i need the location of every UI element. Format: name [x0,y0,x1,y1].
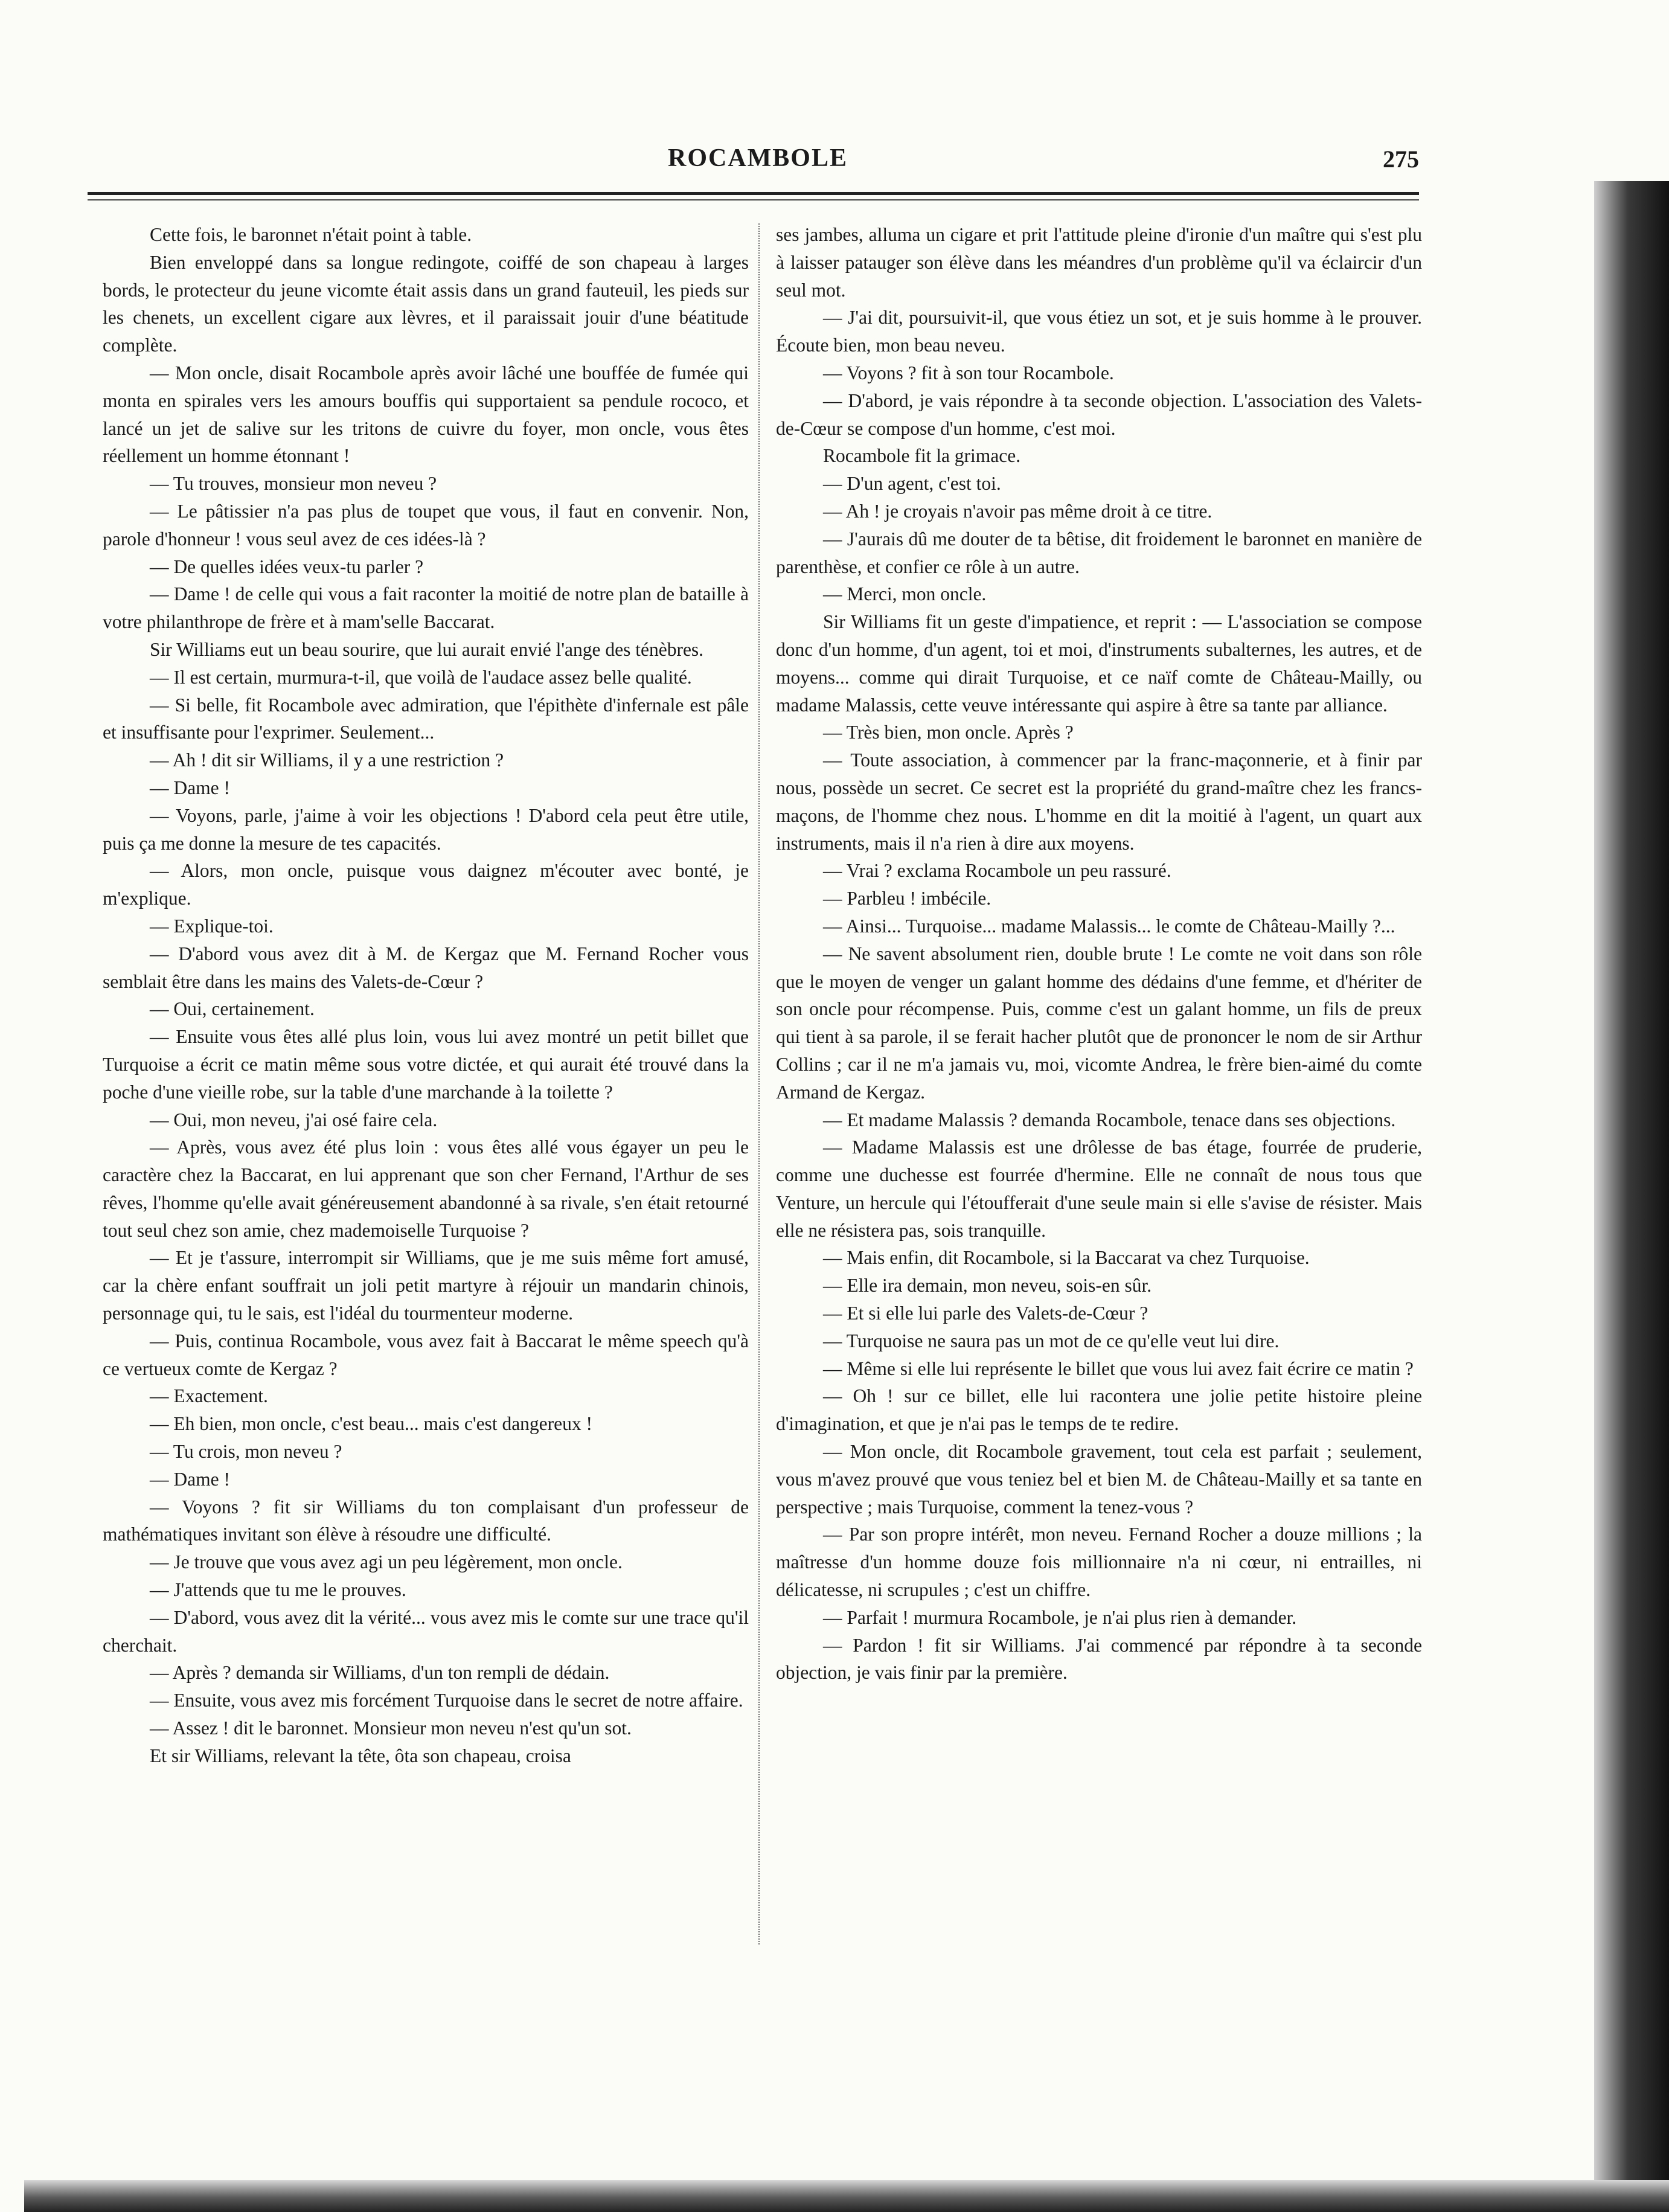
paragraph: — Ainsi... Turquoise... madame Malassis... le comte de Château-Mailly ?... [823,915,1395,937]
paragraph: ses jambes, alluma un cigare et prit l'attitude pleine d'ironie d'un maître qui s'est plu à laisser patauger son élève dans les méandres d'un problème qu'il va éclaircir d'un seul mot. [776,224,1422,301]
paragraph: Sir Williams eut un beau sourire, que lui aurait envié l'ange des ténèbres. [150,638,704,660]
paragraph: — Par son propre intérêt, mon neveu. Fernand Rocher a douze millions ; la maîtresse d'un homme douze fois millionnaire n'a ni cœur, ni entrailles, ni délicatesse, ni scrupules ; c'est un chiffre. [776,1524,1422,1601]
paragraph: — Tu crois, mon neveu ? [150,1441,342,1463]
paragraph: — Après ? demanda sir Williams, d'un ton rempli de dédain. [150,1662,610,1684]
running-title: ROCAMBOLE [667,144,848,172]
paragraph: — Je trouve que vous avez agi un peu légèrement, mon oncle. [150,1551,623,1573]
header-rule [88,192,1419,195]
paragraph: — Oh ! sur ce billet, elle lui racontera une jolie petite histoire pleine d'imagination, et que je n'ai pas le temps de te redire. [776,1385,1422,1435]
paragraph: Et sir Williams, relevant la tête, ôta son chapeau, croisa [150,1745,571,1766]
paragraph: — Mon oncle, disait Rocambole après avoir lâché une bouffée de fumée qui monta en spirales vers les amours bouffis qui supportaient sa pendule rococo, et lancé un jet de salive sur les tritons de cuivre du foyer, mon oncle, vous êtes réellement un homme étonnant ! [103,362,749,467]
paragraph: — J'aurais dû me douter de ta bêtise, dit froidement le baronnet en manière de parenthèse, et confier ce rôle à un autre. [776,528,1422,577]
paragraph: — Assez ! dit le baronnet. Monsieur mon neveu n'est qu'un sot. [150,1717,632,1739]
paragraph: — D'abord, je vais répondre à ta seconde objection. L'association des Valets-de-Cœur se compose d'un homme, c'est moi. [776,390,1422,439]
paragraph: — Ne savent absolument rien, double brute ! Le comte ne voit dans son rôle que le moyen de venger un galant homme des dédains d'une femme, et d'hériter de son oncle pour récompense. Puis, comme c'est un galant homme, un fils de preux qui tient à sa parole, il se ferait hacher plutôt que de prononcer le nom de sir Arthur Collins ; car il ne m'a jamais vu, moi, vicomte Andrea, le frère bien-aimé du comte Armand de Kergaz. [776,943,1422,1103]
paragraph: — Merci, mon oncle. [823,583,987,605]
paragraph: — Voyons, parle, j'aime à voir les objections ! D'abord cela peut être utile, puis ça me donne la mesure de tes capacités. [103,804,749,854]
paragraph: — Dame ! [150,777,230,798]
paragraph: — Madame Malassis est une drôlesse de bas étage, fourrée de pruderie, comme une duchesse est fourrée d'hermine. Elle ne connaît de nous tous que Venture, un hercule qui l'étoufferait d'une seule main si elle s'avise de résister. Mais elle ne résistera pas, sois tranquille. [776,1136,1422,1241]
paragraph: — Ah ! dit sir Williams, il y a une restriction ? [150,749,504,771]
paragraph: — Exactement. [150,1385,268,1407]
paragraph: — Parbleu ! imbécile. [823,888,991,909]
paragraph: — Explique-toi. [150,915,274,937]
paragraph: — Ah ! je croyais n'avoir pas même droit à ce titre. [823,500,1213,522]
paragraph: — Et je t'assure, interrompit sir Williams, que je me suis même fort amusé, car la chère enfant souffrait un joli petit martyre à réjouir un mandarin chinois, personnage qui, tu le sais, est l'idéal du tourmenteur moderne. [103,1247,749,1324]
paragraph: — Oui, mon neveu, j'ai osé faire cela. [150,1109,438,1130]
paragraph: — Turquoise ne saura pas un mot de ce qu'elle veut lui dire. [823,1330,1280,1351]
column-divider [758,223,760,1944]
paragraph: — Tu trouves, monsieur mon neveu ? [150,473,437,495]
page-number: 275 [1383,146,1419,173]
paragraph: — Mais enfin, dit Rocambole, si la Baccarat va chez Turquoise. [823,1247,1310,1269]
paragraph: — Pardon ! fit sir Williams. J'ai commencé par répondre à ta seconde objection, je vais finir par la première. [776,1634,1422,1684]
paragraph: Rocambole fit la grimace. [823,445,1021,467]
left-text-column [103,221,749,1770]
page-header [97,144,1419,186]
paragraph: — Puis, continua Rocambole, vous avez fait à Baccarat le même speech qu'à ce vertueux comte de Kergaz ? [103,1330,749,1379]
paragraph: Cette fois, le baronnet n'était point à table. [150,224,472,245]
paragraph: — De quelles idées veux-tu parler ? [150,556,424,577]
paragraph: — D'abord, vous avez dit la vérité... vous avez mis le comte sur une trace qu'il cherchait. [103,1606,749,1656]
paragraph: — Mon oncle, dit Rocambole gravement, tout cela est parfait ; seulement, vous m'avez prouvé que vous teniez bel et bien M. de Château-Mailly et sa tante en perspective ; mais Turquoise, comment la tenez-vous ? [776,1441,1422,1518]
paragraph: — Toute association, à commencer par la franc-maçonnerie, et à finir par nous, possède un secret. Ce secret est la propriété du grand-maître chez les francs-maçons, de l'homme chez nous. L'homme en dit la moitié à l'agent, un quart aux instruments, mais il n'a rien à dire aux moyens. [776,749,1422,854]
paragraph: — Dame ! de celle qui vous a fait raconter la moitié de notre plan de bataille à votre philanthrope de frère et à mam'selle Baccarat. [103,583,749,633]
paragraph: — D'abord vous avez dit à M. de Kergaz que M. Fernand Rocher vous semblait être dans les mains des Valets-de-Cœur ? [103,943,749,992]
paragraph: — Il est certain, murmura-t-il, que voilà de l'audace assez belle qualité. [150,666,692,688]
paragraph: — Très bien, mon oncle. Après ? [823,722,1074,743]
paragraph: — Eh bien, mon oncle, c'est beau... mais c'est dangereux ! [150,1413,592,1435]
paragraph: — D'un agent, c'est toi. [823,473,1001,495]
paragraph: — Et madame Malassis ? demanda Rocambole, tenace dans ses objections. [823,1109,1396,1130]
paragraph: — J'ai dit, poursuivit-il, que vous étiez un sot, et je suis homme à le prouver. Écoute bien, mon beau neveu. [776,307,1422,356]
paragraph: — Et si elle lui parle des Valets-de-Cœur ? [823,1303,1148,1324]
paragraph: — J'attends que tu me le prouves. [150,1579,406,1601]
paragraph: — Ensuite vous êtes allé plus loin, vous lui avez montré un petit billet que Turquoise a écrit ce matin même sous votre dictée, et qui aurait été trouvé dans la poche d'une vieille robe, sur la table d'une marchande à la toilette ? [103,1026,749,1103]
paragraph: — Voyons ? fit sir Williams du ton complaisant d'un professeur de mathématiques invitant son élève à résoudre une difficulté. [103,1496,749,1545]
paragraph: — Elle ira demain, mon neveu, sois-en sûr. [823,1275,1152,1297]
paragraph: — Après, vous avez été plus loin : vous êtes allé vous égayer un peu le caractère chez la Baccarat, en lui apprenant que son cher Fernand, l'Arthur de ses rêves, l'homme qu'elle avait généreusement abandonné à sa rivale, s'en était retourné tout seul chez son amie, chez mademoiselle Turquoise ? [103,1136,749,1241]
paragraph: Sir Williams fit un geste d'impatience, et reprit : — L'association se compose donc d'un homme, d'un agent, toi et moi, d'instruments subalternes, les autres, et de moyens... comme qui dirait Turquoise, et ce naïf comte de Château-Mailly, ou madame Malassis, cette veuve intéressante qui aspire à être sa tante par alliance. [776,611,1422,716]
paragraph: — Ensuite, vous avez mis forcément Turquoise dans le secret de notre affaire. [150,1690,743,1711]
paragraph: — Voyons ? fit à son tour Rocambole. [823,362,1114,383]
paragraph: — Même si elle lui représente le billet que vous lui avez fait écrire ce matin ? [823,1358,1414,1379]
paragraph: — Parfait ! murmura Rocambole, je n'ai plus rien à demander. [823,1606,1297,1628]
paragraph: — Le pâtissier n'a pas plus de toupet que vous, il faut en convenir. Non, parole d'honneur ! vous seul avez de ces idées-là ? [103,500,749,550]
paragraph: — Alors, mon oncle, puisque vous daignez m'écouter avec bonté, je m'explique. [103,860,749,909]
scan-bottom-shadow [24,2180,1669,2212]
scan-edge-shadow [1594,181,1669,2212]
paragraph: — Si belle, fit Rocambole avec admiration, que l'épithète d'infernale est pâle et insuffisante pour l'exprimer. Seulement... [103,694,749,743]
paragraph: — Vrai ? exclama Rocambole un peu rassuré. [823,860,1171,882]
right-text-column [776,221,1422,1687]
paragraph: — Oui, certainement. [150,998,315,1020]
header-rule-thin [88,199,1419,200]
paragraph: Bien enveloppé dans sa longue redingote, coiffé de son chapeau à larges bords, le protecteur du jeune vicomte était assis dans un grand fauteuil, les pieds sur les chenets, un excellent cigare aux lèvres, et il paraissait jouir d'une béatitude complète. [103,251,749,356]
paragraph: — Dame ! [150,1468,230,1490]
